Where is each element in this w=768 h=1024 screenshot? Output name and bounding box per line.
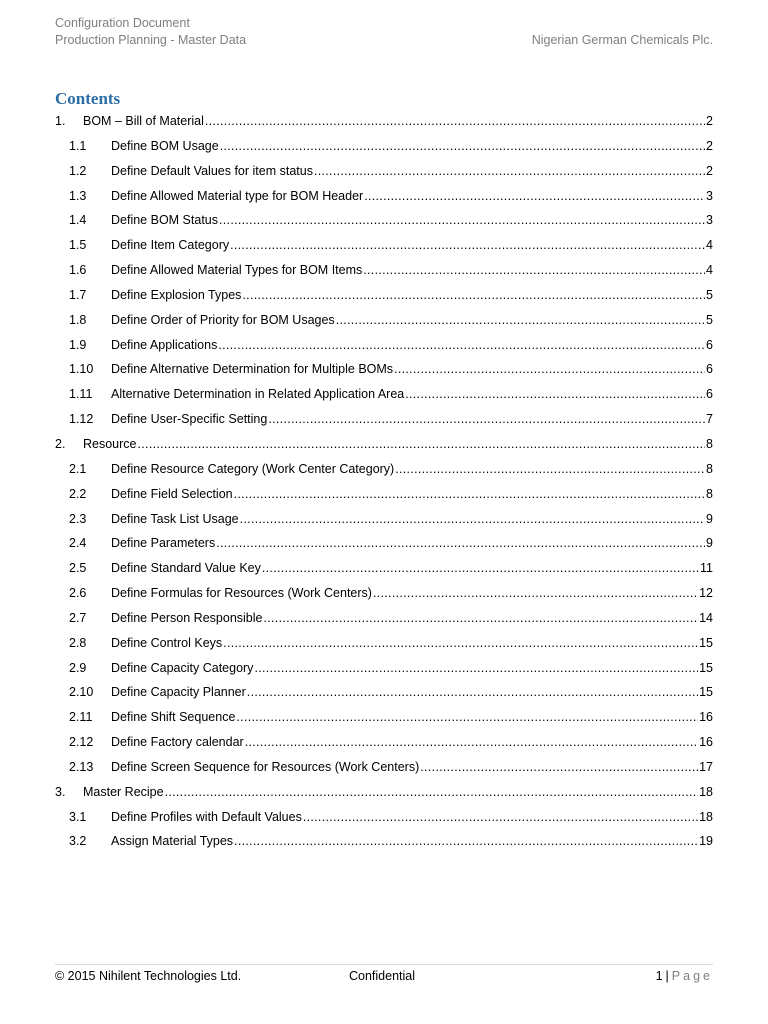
toc-dot-leader xyxy=(268,409,705,429)
toc-dot-leader xyxy=(223,633,698,653)
toc-entry[interactable] xyxy=(55,757,713,782)
toc-entry-page: 8 xyxy=(706,461,713,476)
toc-entry-page: 15 xyxy=(699,685,713,700)
toc-dot-leader xyxy=(254,658,698,678)
toc-entry-title: Define Person Responsible xyxy=(111,610,263,625)
toc-entry[interactable] xyxy=(55,310,713,335)
toc-entry-number: 1.9 xyxy=(69,337,87,352)
toc-dot-leader xyxy=(138,434,706,454)
toc-entry-page: 6 xyxy=(706,387,713,402)
toc-entry-page: 5 xyxy=(706,287,713,302)
toc-entry[interactable] xyxy=(55,533,713,558)
toc-entry-page: 7 xyxy=(706,412,713,427)
toc-entry-page: 9 xyxy=(706,511,713,526)
toc-entry-number: 3.1 xyxy=(69,809,87,824)
toc-entry[interactable] xyxy=(55,409,713,434)
toc-entry-number: 1.10 xyxy=(69,362,94,377)
toc-entry[interactable] xyxy=(55,831,713,856)
toc-entry-number: 2.3 xyxy=(69,511,87,526)
toc-entry[interactable] xyxy=(55,583,713,608)
toc-entry-title: Master Recipe xyxy=(83,784,164,799)
toc-dot-leader xyxy=(230,235,705,255)
toc-entry-title: Define Screen Sequence for Resources (Work Centers) xyxy=(111,759,420,774)
toc-entry-number: 2.2 xyxy=(69,486,87,501)
toc-entry-number: 2.6 xyxy=(69,586,87,601)
toc-entry-title: Resource xyxy=(83,436,137,451)
page-footer xyxy=(55,964,713,989)
toc-entry-number: 2.4 xyxy=(69,536,87,551)
doc-type: Configuration Document xyxy=(55,16,190,30)
toc-entry-number: 1.5 xyxy=(69,238,87,253)
toc-entry-title: Define Capacity Category xyxy=(111,660,254,675)
toc-entry[interactable] xyxy=(55,235,713,260)
toc-dot-leader xyxy=(236,707,698,727)
toc-dot-leader xyxy=(247,682,698,702)
page-number: 1 xyxy=(655,969,663,983)
toc-entry-number: 2.13 xyxy=(69,759,94,774)
toc-entry-page: 2 xyxy=(706,114,713,128)
toc-entry-number: 1.8 xyxy=(69,312,87,327)
toc-entry-page: 9 xyxy=(706,536,713,551)
toc-entry-title: Assign Material Types xyxy=(111,834,234,849)
toc-dot-leader xyxy=(220,136,705,156)
toc-dot-leader xyxy=(218,335,705,355)
toc-entry-number: 1.7 xyxy=(69,287,87,302)
toc-dot-leader xyxy=(420,757,698,777)
toc-entry-title: Define Applications xyxy=(111,337,218,352)
toc-entry-title: Define Alternative Determination for Multiple BOMs xyxy=(111,362,394,377)
toc-title: Contents xyxy=(55,89,121,108)
toc-entry-page: 5 xyxy=(706,312,713,327)
toc-entry-number: 2.1 xyxy=(69,461,87,476)
toc-entry[interactable] xyxy=(55,682,713,707)
toc-entry[interactable] xyxy=(55,210,713,235)
toc-entry-page: 8 xyxy=(706,486,713,501)
toc-entry-page: 8 xyxy=(706,436,713,451)
toc-dot-leader xyxy=(405,384,705,404)
toc-entry[interactable] xyxy=(55,384,713,409)
toc-dot-leader xyxy=(216,533,705,553)
toc-entry-title: Define Factory calendar xyxy=(111,735,244,750)
toc-entry[interactable] xyxy=(55,509,713,534)
toc-dot-leader xyxy=(262,558,699,578)
toc-entry[interactable] xyxy=(55,359,713,384)
toc-entry[interactable] xyxy=(55,459,713,484)
toc-entry-number: 1.3 xyxy=(69,188,87,203)
toc-entry-page: 6 xyxy=(706,362,713,377)
toc-dot-leader xyxy=(303,807,698,827)
toc-entry-number: 2.8 xyxy=(69,635,87,650)
toc-entry[interactable] xyxy=(55,807,713,832)
toc-dot-leader xyxy=(263,608,698,628)
toc-entry-page: 2 xyxy=(706,138,713,153)
toc-entry-page: 4 xyxy=(706,238,713,253)
toc-entry-page: 18 xyxy=(699,809,713,824)
page-word: Page xyxy=(671,969,713,983)
toc-entry[interactable] xyxy=(55,136,713,161)
toc-entry-title: Define Formulas for Resources (Work Centers) xyxy=(111,586,372,601)
toc-dot-leader xyxy=(314,161,705,181)
toc-entry-number: 2. xyxy=(55,436,66,451)
toc-entry-number: 2.7 xyxy=(69,610,87,625)
toc-entry-number: 1.4 xyxy=(69,213,87,228)
footer-classification: Confidential xyxy=(349,969,416,983)
toc-entry[interactable] xyxy=(55,335,713,360)
toc-dot-leader xyxy=(219,210,705,230)
toc-entry-page: 16 xyxy=(699,710,713,725)
toc-dot-leader xyxy=(336,310,705,330)
toc-entry[interactable] xyxy=(55,285,713,310)
toc-entry[interactable] xyxy=(55,633,713,658)
toc-entry-page: 16 xyxy=(699,735,713,750)
toc-entry-number: 2.5 xyxy=(69,561,87,576)
toc-dot-leader xyxy=(363,260,705,280)
toc-entry-title: Define Standard Value Key xyxy=(111,561,261,576)
toc-entry[interactable] xyxy=(55,707,713,732)
page-separator: | xyxy=(665,969,669,983)
toc-entry[interactable] xyxy=(55,558,713,583)
toc-dot-leader xyxy=(364,186,705,206)
toc-entry-page: 11 xyxy=(700,561,713,576)
toc-entry-page: 19 xyxy=(699,834,713,849)
toc-entry-page: 3 xyxy=(706,213,713,228)
toc-entry-title: Define Allowed Material Types for BOM Items xyxy=(111,263,363,278)
toc-entry-title: Define Shift Sequence xyxy=(111,710,236,725)
toc-dot-leader xyxy=(394,359,705,379)
toc-entry-title: Define Resource Category (Work Center Category) xyxy=(111,461,395,476)
toc-entry-page: 17 xyxy=(699,759,713,774)
toc-entry[interactable] xyxy=(55,260,713,285)
toc-entry-title: Define Task List Usage xyxy=(111,511,239,526)
header-left xyxy=(55,15,246,49)
toc-dot-leader xyxy=(234,484,705,504)
toc-entry-page: 2 xyxy=(706,163,713,178)
toc-entry[interactable] xyxy=(55,658,713,683)
toc-entry-page: 4 xyxy=(706,263,713,278)
toc-entry-number: 2.9 xyxy=(69,660,87,675)
toc-entry[interactable] xyxy=(55,782,713,807)
toc-entry-page: 6 xyxy=(706,337,713,352)
toc-entry-number: 2.11 xyxy=(69,710,93,725)
toc-entry-title: Define Parameters xyxy=(111,536,216,551)
toc-entry-number: 1.2 xyxy=(69,163,87,178)
toc-entry-title: Define Profiles with Default Values xyxy=(111,809,302,824)
toc-entry-title: Define BOM Usage xyxy=(111,138,219,153)
toc-entry-title: Define Field Selection xyxy=(111,486,233,501)
toc-entry-number: 1.6 xyxy=(69,263,87,278)
toc-entry[interactable] xyxy=(55,608,713,633)
toc-entry-title: Define Capacity Planner xyxy=(111,685,246,700)
toc-entry-title: Define Order of Priority for BOM Usages xyxy=(111,312,335,327)
toc-entry-number: 1.12 xyxy=(69,412,94,427)
page-header xyxy=(55,15,713,55)
toc-entry[interactable] xyxy=(55,111,713,136)
toc-entry[interactable] xyxy=(55,732,713,757)
toc-entry-title: Define BOM Status xyxy=(111,213,218,228)
toc-entry-title: Define Default Values for item status xyxy=(111,163,313,178)
toc-entry-title: BOM – Bill of Material xyxy=(83,114,204,128)
toc-dot-leader xyxy=(373,583,698,603)
toc-entry[interactable] xyxy=(55,186,713,211)
toc-entry-page: 3 xyxy=(706,188,713,203)
toc-entry-page: 12 xyxy=(699,586,713,601)
toc-entry-number: 2.10 xyxy=(69,685,94,700)
toc-entry[interactable] xyxy=(55,161,713,186)
table-of-contents xyxy=(55,111,713,856)
doc-subject: Production Planning - Master Data xyxy=(55,33,247,47)
toc-dot-leader xyxy=(234,831,698,851)
toc-dot-leader xyxy=(242,285,705,305)
toc-entry[interactable] xyxy=(55,434,713,459)
toc-entry-title: Define Explosion Types xyxy=(111,287,242,302)
toc-dot-leader xyxy=(240,509,705,529)
toc-entry-number: 3. xyxy=(55,784,66,799)
toc-entry-title: Define Allowed Material type for BOM Header xyxy=(111,188,364,203)
toc-entry-number: 1.1 xyxy=(69,138,87,153)
footer-page-info xyxy=(656,969,713,983)
toc-entry-title: Define Control Keys xyxy=(111,635,223,650)
toc-entry-page: 15 xyxy=(699,660,713,675)
toc-entry[interactable] xyxy=(55,484,713,509)
toc-entry-number: 1.11 xyxy=(69,387,93,402)
toc-entry-number: 1. xyxy=(55,114,66,128)
toc-dot-leader xyxy=(205,111,705,131)
toc-dot-leader xyxy=(395,459,705,479)
toc-dot-leader xyxy=(165,782,699,802)
toc-entry-number: 3.2 xyxy=(69,834,87,849)
footer-copyright: © 2015 Nihilent Technologies Ltd. xyxy=(55,969,242,983)
company-name: Nigerian German Chemicals Plc. xyxy=(531,33,713,47)
toc-entry-page: 14 xyxy=(699,610,713,625)
toc-entry-page: 18 xyxy=(699,784,713,799)
toc-entry-title: Alternative Determination in Related Application Area xyxy=(111,387,405,402)
toc-entry-page: 15 xyxy=(699,635,713,650)
toc-dot-leader xyxy=(245,732,698,752)
toc-entry-title: Define User-Specific Setting xyxy=(111,412,268,427)
toc-entry-title: Define Item Category xyxy=(111,238,230,253)
toc-entry-number: 2.12 xyxy=(69,735,94,750)
